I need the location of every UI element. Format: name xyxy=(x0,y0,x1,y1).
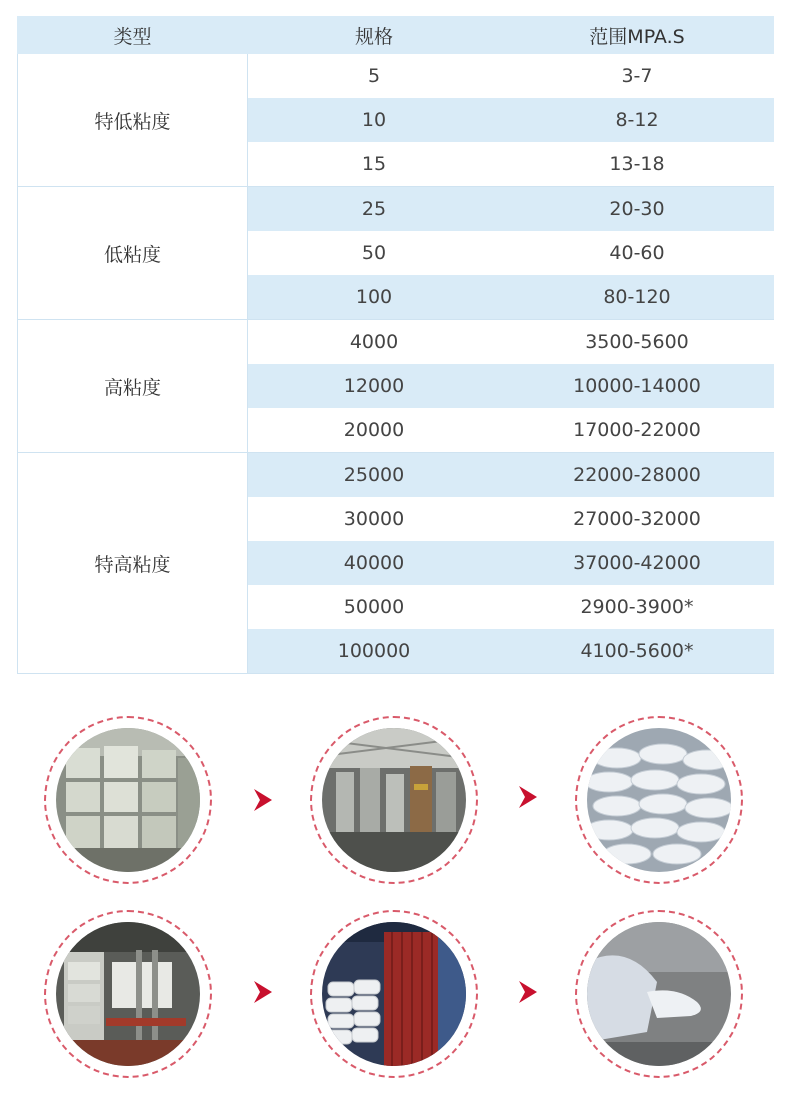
process-step-5 xyxy=(310,910,478,1078)
table-row xyxy=(248,408,774,452)
process-gallery xyxy=(0,700,790,1100)
range-cell: 22000-28000 xyxy=(573,464,701,486)
spec-cell: 12000 xyxy=(343,375,405,397)
forklift-loading-photo xyxy=(56,922,200,1066)
table-row xyxy=(248,142,774,186)
table-row xyxy=(248,364,774,408)
white-bags-photo xyxy=(587,728,731,872)
range-cell: 27000-32000 xyxy=(573,508,701,530)
table-row xyxy=(248,320,774,364)
spec-cell: 100000 xyxy=(337,640,411,662)
table-row xyxy=(248,541,774,585)
table-row xyxy=(248,187,774,231)
range-cell: 80-120 xyxy=(603,286,671,308)
header-range: 范围MPA.S xyxy=(589,25,685,48)
table-header xyxy=(17,16,774,54)
process-step-1 xyxy=(44,716,212,884)
spec-cell: 25000 xyxy=(343,464,405,486)
process-step-2 xyxy=(310,716,478,884)
table-group-ultra-high xyxy=(17,453,774,674)
range-cell: 40-60 xyxy=(609,242,665,264)
range-cell: 3500-5600 xyxy=(585,331,689,353)
spec-table xyxy=(17,16,774,674)
arrow-right-icon xyxy=(517,786,537,808)
type-cell: 高粘度 xyxy=(18,320,248,452)
range-cell: 13-18 xyxy=(609,153,665,175)
spec-cell: 50 xyxy=(361,242,387,264)
table-row xyxy=(248,231,774,275)
spec-cell: 50000 xyxy=(343,596,405,618)
table-row xyxy=(248,54,774,98)
type-cell: 特高粘度 xyxy=(18,453,248,673)
range-cell: 3-7 xyxy=(621,65,653,87)
table-row xyxy=(248,585,774,629)
range-cell: 17000-22000 xyxy=(573,419,701,441)
spec-cell: 40000 xyxy=(343,552,405,574)
table-row xyxy=(248,275,774,319)
table-group-ultra-low xyxy=(17,54,774,187)
range-cell: 10000-14000 xyxy=(573,375,701,397)
header-spec: 规格 xyxy=(354,25,393,48)
factory-equipment-photo xyxy=(322,728,466,872)
process-step-4 xyxy=(44,910,212,1078)
spec-cell: 10 xyxy=(361,109,387,131)
spec-cell: 30000 xyxy=(343,508,405,530)
process-step-6 xyxy=(575,910,743,1078)
gloved-hand-photo xyxy=(587,922,731,1066)
type-cell: 特低粘度 xyxy=(18,54,248,186)
spec-cell: 20000 xyxy=(343,419,405,441)
range-cell: 20-30 xyxy=(609,198,665,220)
table-row xyxy=(248,629,774,673)
table-group-low xyxy=(17,187,774,320)
range-cell: 8-12 xyxy=(615,109,659,131)
range-cell: 2900-3900* xyxy=(580,596,694,618)
table-row xyxy=(248,453,774,497)
table-row xyxy=(248,98,774,142)
table-row xyxy=(248,497,774,541)
stacked-bales-photo xyxy=(56,728,200,872)
table-group-high xyxy=(17,320,774,453)
spec-cell: 15 xyxy=(361,153,387,175)
header-type: 类型 xyxy=(113,25,152,48)
range-cell: 37000-42000 xyxy=(573,552,701,574)
spec-cell: 4000 xyxy=(349,331,399,353)
arrow-right-icon xyxy=(252,981,272,1003)
spec-cell: 100 xyxy=(355,286,393,308)
process-step-3 xyxy=(575,716,743,884)
arrow-right-icon xyxy=(252,789,272,811)
spec-cell: 5 xyxy=(367,65,381,87)
type-cell: 低粘度 xyxy=(18,187,248,319)
range-cell: 4100-5600* xyxy=(580,640,694,662)
spec-cell: 25 xyxy=(361,198,387,220)
container-loading-photo xyxy=(322,922,466,1066)
arrow-right-icon xyxy=(517,981,537,1003)
